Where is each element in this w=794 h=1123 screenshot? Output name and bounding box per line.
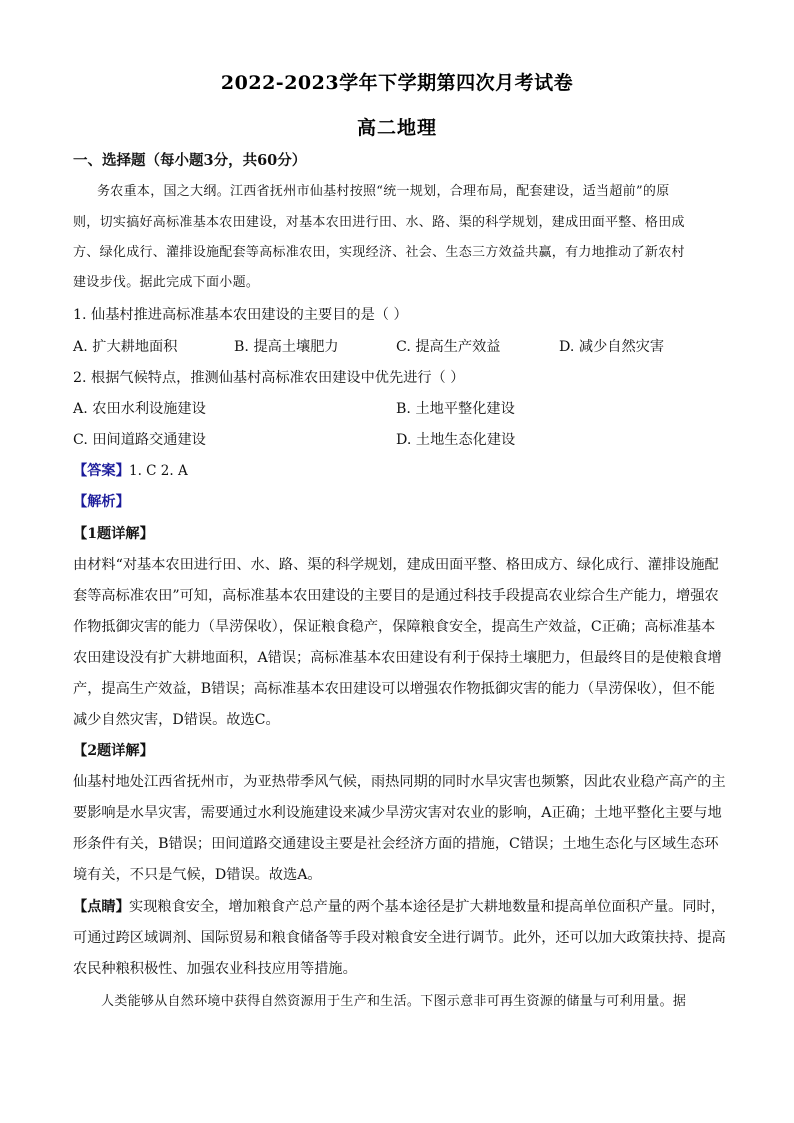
q2-option-a: A. 农田水利设施建设 xyxy=(73,401,206,417)
analysis-label: 【解析】 xyxy=(73,494,130,510)
tip-line: 实现粮食安全，增加粮食产总产量的两个基本途径是扩大耕地数量和提高单位面积产量。同时， xyxy=(129,899,725,915)
q2-option-d: D. 土地生态化建设 xyxy=(396,432,516,448)
question-1-stem: 1. 仙基村推进高标准基本农田建设的主要目的是（ ） xyxy=(73,307,408,323)
exam-subject: 高二地理 xyxy=(356,117,437,139)
detail-2-line: 要影响是水旱灾害，需要通过水利设施建设来减少旱涝灾害对农业的影响，A正确；土地平整化主要与地 xyxy=(73,805,722,821)
answer-label: 【答案】 xyxy=(73,463,130,479)
detail-2-line: 形条件有关，B错误；田间道路交通建设主要是社会经济方面的措施，C错误；土地生态化与区域生态环 xyxy=(73,836,719,852)
detail-1-line: 由材料“对基本农田进行田、水、路、渠的科学规划，建成田面平整、格田成方、绿化成行、灌排设施配 xyxy=(73,557,719,573)
q2-option-c: C. 田间道路交通建设 xyxy=(73,432,206,448)
passage-line: 方、绿化成行、灌排设施配套等高标准农田，实现经济、社会、生态三方效益共赢，有力地推动了新农村 xyxy=(73,245,685,260)
passage-2-line: 人类能够从自然环境中获得自然资源用于生产和生活。下图示意非可再生资源的储量与可利用量。据 xyxy=(101,994,687,1009)
passage-line: 建设步伐。据此完成下面小题。 xyxy=(73,275,260,290)
q1-option-b: B. 提高土壤肥力 xyxy=(234,339,339,355)
detail-1-line: 作物抵御灾害的能力（旱涝保收），保证粮食稳产，保障粮食安全，提高生产效益，C正确；高标准基本 xyxy=(73,619,716,635)
q1-option-a: A. 扩大耕地面积 xyxy=(73,339,178,355)
answer-text: 1. C 2. A xyxy=(129,463,188,479)
detail-1-line: 套等高标准农田”可知，高标准基本农田建设的主要目的是通过科技手段提高农业综合生产能力，增强农 xyxy=(73,588,719,604)
tip-label: 【点睛】 xyxy=(73,899,130,915)
detail-2-label: 【2题详解】 xyxy=(73,743,154,759)
detail-2-line: 境有关，不只是气候，D错误。故选A。 xyxy=(73,867,322,883)
exam-title: 2022-2023学年下学期第四次月考试卷 xyxy=(220,72,574,94)
detail-2-line: 仙基村地处江西省抚州市，为亚热带季风气候，雨热同期的同时水旱灾害也频繁，因此农业稳产高产的主 xyxy=(73,774,726,790)
q1-option-c: C. 提高生产效益 xyxy=(396,339,501,355)
detail-1-line: 减少自然灾害，D错误。故选C。 xyxy=(73,712,280,728)
q2-option-b: B. 土地平整化建设 xyxy=(396,401,515,417)
tip-line: 可通过跨区域调剂、国际贸易和粮食储备等手段对粮食安全进行调节。此外，还可以加大政策扶持、提高 xyxy=(73,930,726,946)
detail-1-line: 农田建设没有扩大耕地面积，A错误；高标准基本农田建设有利于保持土壤肥力，但最终目的是使粮食增 xyxy=(73,650,722,666)
passage-line: 务农重本，国之大纲。江西省抚州市仙基村按照“统一规划，合理布局，配套建设，适当超前”的原 xyxy=(97,184,670,199)
detail-1-label: 【1题详解】 xyxy=(73,526,154,542)
question-2-stem: 2. 根据气候特点，推测仙基村高标准农田建设中优先进行（ ） xyxy=(73,370,465,386)
q1-option-d: D. 减少自然灾害 xyxy=(559,339,665,355)
detail-1-line: 产，提高生产效益，B错误；高标准基本农田建设可以增强农作物抵御灾害的能力（旱涝保收），但不能 xyxy=(73,681,715,697)
passage-line: 则，切实搞好高标准基本农田建设，对基本农田进行田、水、路、渠的科学规划，建成田面平整、格田成 xyxy=(73,215,685,230)
tip-line: 农民种粮积极性、加强农业科技应用等措施。 xyxy=(73,961,357,977)
section-heading: 一、选择题（每小题3分，共60分） xyxy=(73,152,307,169)
